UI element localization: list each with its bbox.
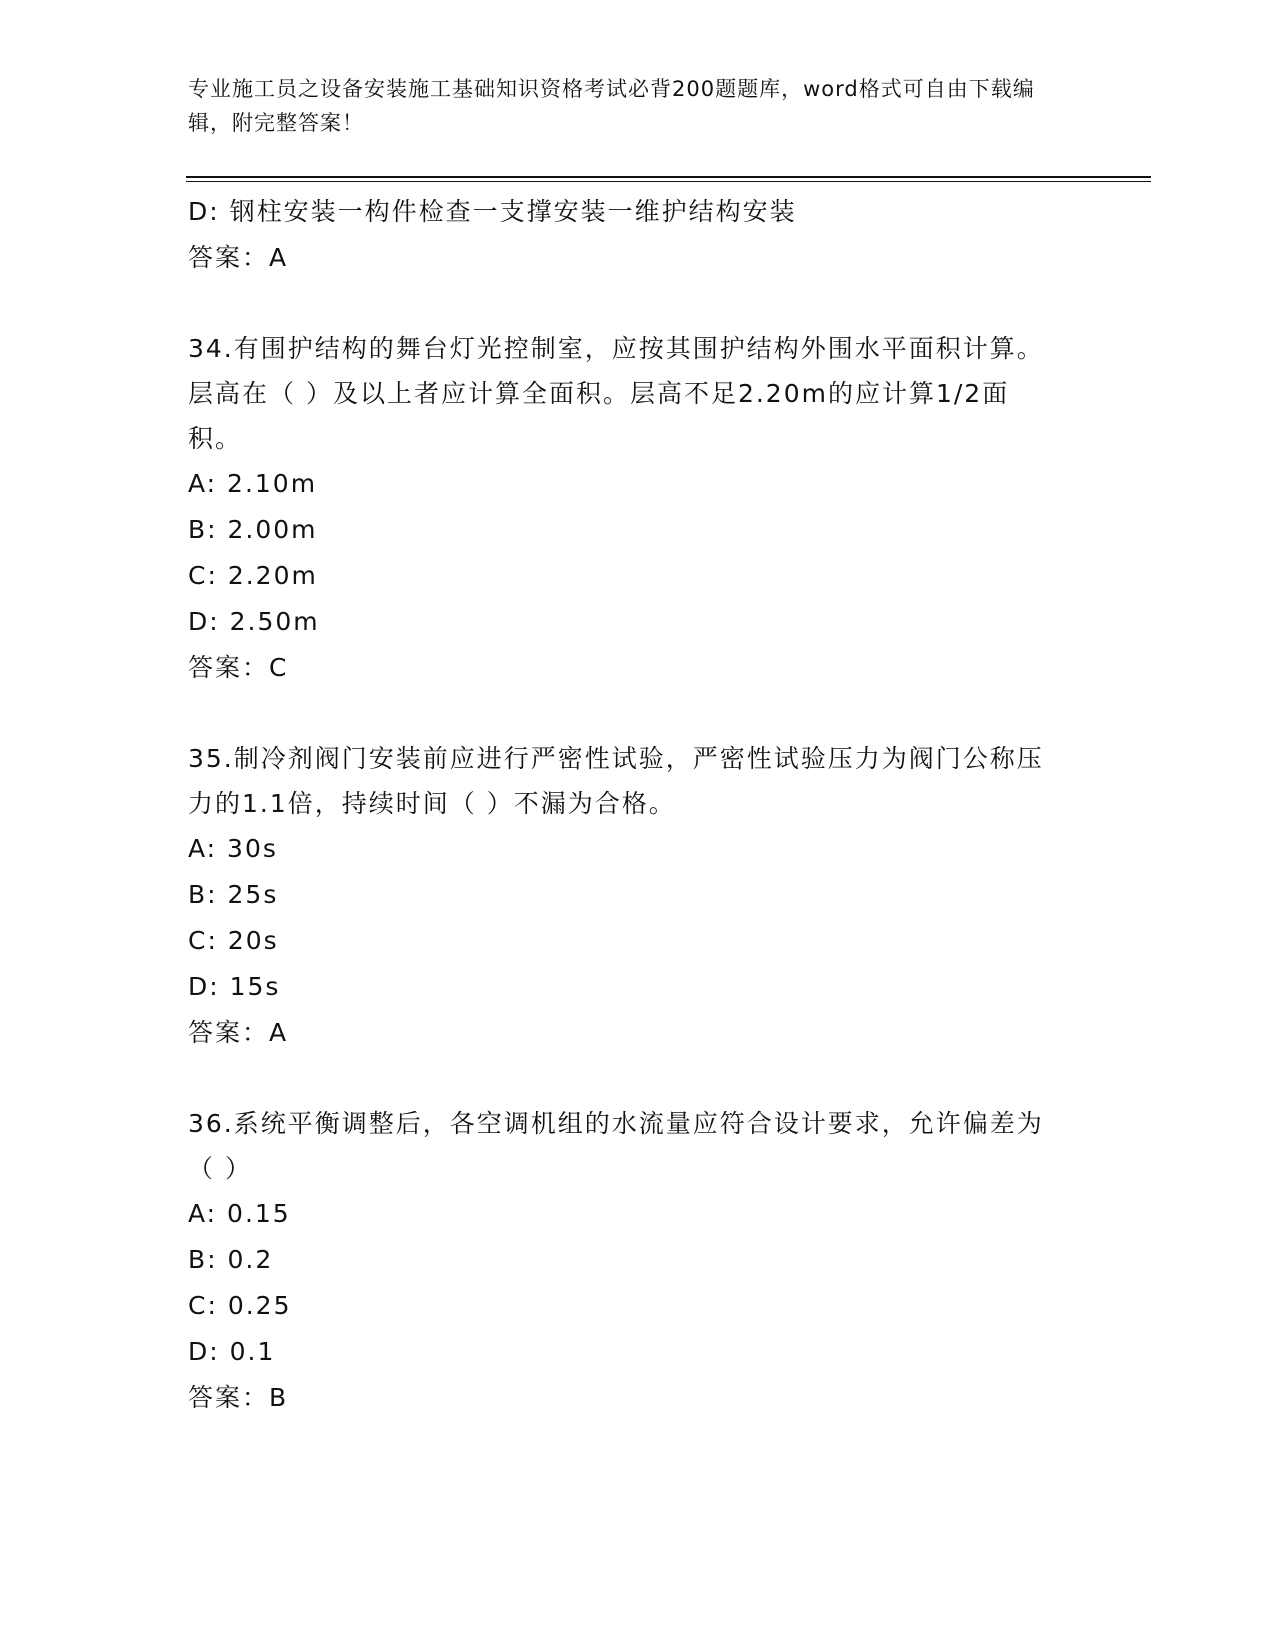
q35-text: 35.制冷剂阀门安装前应进行严密性试验，严密性试验压力为阀门公称压力的1.1倍，持续时间（ ）不漏为合格。	[188, 744, 1044, 818]
q36-answer: 答案：B	[188, 1383, 289, 1412]
q36-option-b: B: 0.2	[188, 1245, 274, 1274]
q35-option-c: C: 20s	[188, 926, 279, 955]
q36-option-a: A: 0.15	[188, 1199, 291, 1228]
spacer	[188, 691, 1088, 736]
q35-option-d: D: 15s	[188, 972, 281, 1001]
q34-option-c: C: 2.20m	[188, 561, 318, 590]
q35-answer: 答案：A	[188, 1018, 289, 1047]
q33-answer: 答案：A	[188, 243, 289, 272]
q34-option-b: B: 2.00m	[188, 515, 318, 544]
q36-text: 36.系统平衡调整后，各空调机组的水流量应符合设计要求，允许偏差为（ ）	[188, 1109, 1044, 1183]
q34-text: 34.有围护结构的舞台灯光控制室，应按其围护结构外围水平面积计算。层高在（ ）及以上者应计算全面积。层高不足2.20m的应计算1/2面积。	[188, 334, 1044, 453]
q35-option-b: B: 25s	[188, 880, 279, 909]
q36-option-c: C: 0.25	[188, 1291, 292, 1320]
question-list	[188, 189, 1088, 1421]
q36-option-d: D: 0.1	[188, 1337, 276, 1366]
q35-option-a: A: 30s	[188, 834, 278, 863]
q33-option-d: D: 钢柱安装一构件检查一支撑安装一维护结构安装	[188, 197, 797, 226]
spacer	[188, 1056, 1088, 1101]
q34-answer: 答案：C	[188, 653, 289, 682]
header-divider-thin	[186, 181, 1151, 182]
header-divider-thick	[186, 176, 1151, 178]
spacer	[188, 281, 1088, 326]
q34-option-a: A: 2.10m	[188, 469, 318, 498]
q34-option-d: D: 2.50m	[188, 607, 320, 636]
document-header: 专业施工员之设备安装施工基础知识资格考试必背200题题库，word格式可自由下载编辑，附完整答案！	[188, 77, 1035, 135]
